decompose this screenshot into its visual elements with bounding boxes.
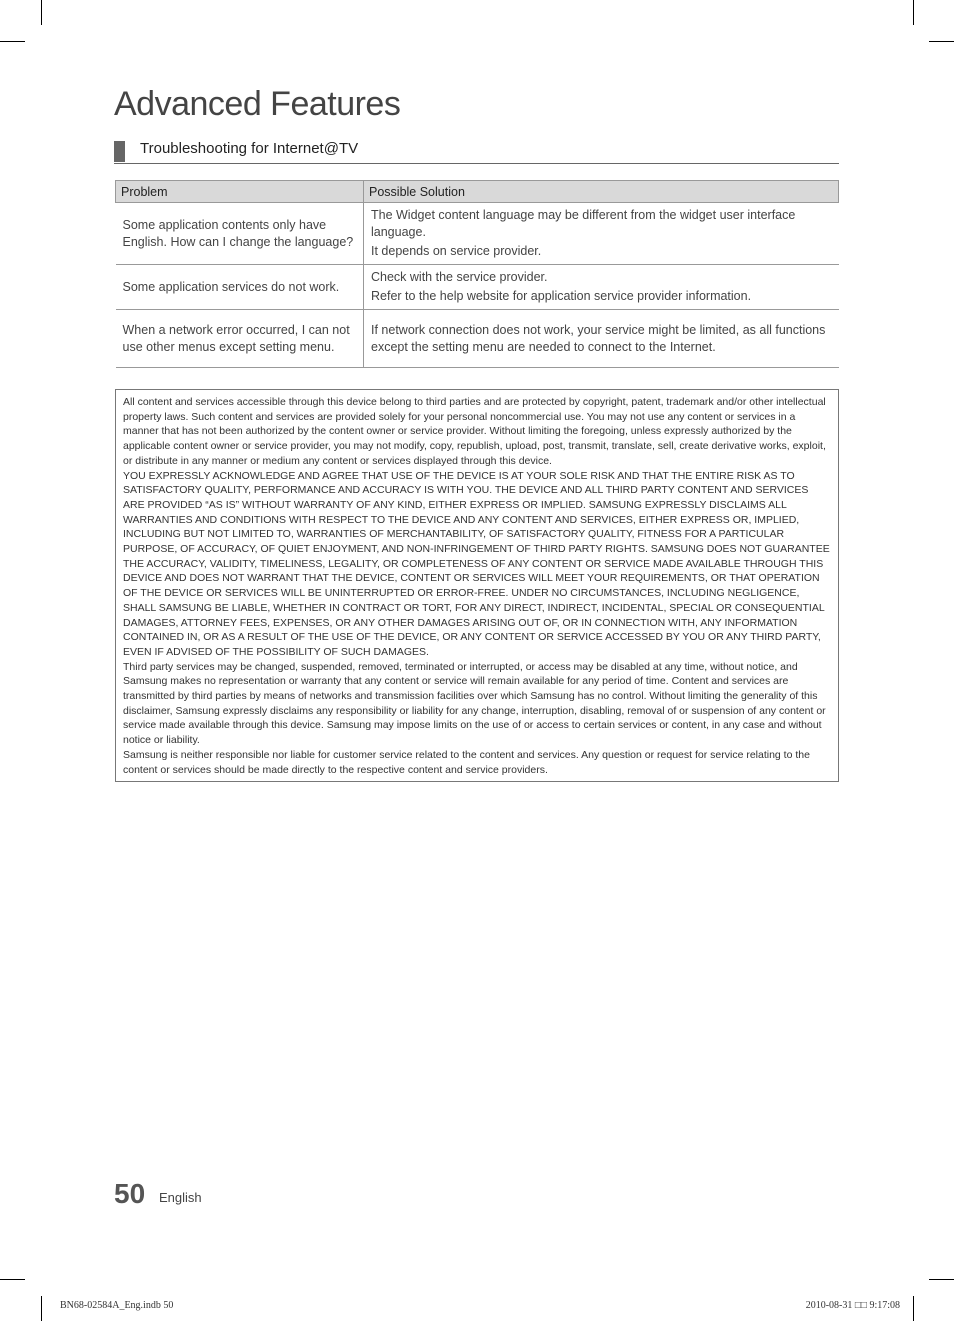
troubleshooting-table — [115, 180, 839, 368]
section-title: Troubleshooting for Internet@TV — [140, 140, 359, 157]
solution-cell — [364, 265, 839, 310]
crop-mark — [913, 1296, 914, 1321]
table-header-row — [116, 181, 839, 203]
crop-mark — [0, 41, 25, 42]
solution-line: Refer to the help website for application service provider information. — [371, 289, 752, 303]
page-title: Advanced Features — [114, 85, 401, 123]
solution-line: It depends on service provider. — [371, 244, 542, 258]
crop-mark — [929, 41, 954, 42]
disclaimer-paragraph: YOU EXPRESSLY ACKNOWLEDGE AND AGREE THAT USE OF THE DEVICE IS AT YOUR SOLE RISK AND THAT THE ENTIRE RISK AS TO SATISFACTORY QUALITY, PERFORMANCE AND ACCURACY IS WITH YOU. THE DEVICE AND ALL THIRD PARTY CONTENT AND SERVICES ARE PROVIDED “AS IS” WITHOUT WARRANTY OF ANY KIND, EITHER EXPRESS OR IMPLIED. SAMSUNG EXPRESSLY DISCLAIMS ALL WARRANTIES AND CONDITIONS WITH RESPECT TO THE DEVICE AND ANY CONTENT AND SERVICES, EITHER EXPRESS OR, IMPLIED, INCLUDING BUT NOT LIMITED TO, WARRANTIES OF MERCHANTABILITY, OF SATISFACTORY QUALITY, FITNESS FOR A PARTICULAR PURPOSE, OF ACCURACY, OF QUIET ENJOYMENT, AND NON-INFRINGEMENT OF THIRD PARTY RIGHTS. SAMSUNG DOES NOT GUARANTEE THE ACCURACY, VALIDITY, TIMELINESS, LEGALITY, OR COMPLETENESS OF ANY CONTENT OR SERVICE MADE AVAILABLE THROUGH THIS DEVICE AND DOES NOT WARRANT THAT THE DEVICE, CONTENT OR SERVICES WILL MEET YOUR REQUIREMENTS, OR THAT OPERATION OF THE DEVICE OR SERVICES WILL BE UNINTERRUPTED OR ERROR-FREE. UNDER NO CIRCUMSTANCES, INCLUDING NEGLIGENCE, SHALL SAMSUNG BE LIABLE, WHETHER IN CONTRACT OR TORT, FOR ANY DIRECT, INDIRECT, INCIDENTAL, SPECIAL OR CONSEQUENTIAL DAMAGES, ATTORNEY FEES, EXPENSES, OR ANY OTHER DAMAGES ARISING OUT OF, OR IN CONNECTION WITH, ANY INFORMATION CONTAINED IN, OR AS A RESULT OF THE USE OF THE DEVICE, OR ANY CONTENT OR SERVICE ACCESSED BY YOU OR ANY THIRD PARTY, EVEN IF ADVISED OF THE POSSIBILITY OF SUCH DAMAGES. — [123, 469, 830, 658]
section-heading — [114, 139, 839, 164]
disclaimer-paragraph: All content and services accessible through this device belong to third parties and are protected by copyright, patent, trademark and/or other intellectual property laws. Such content and services are provided solely for your personal noncommercial use. You may not use any content or services in a manner that has not been authorized by the content owner or service provider. Without limiting the foregoing, unless expressly authorized by the applicable content owner or service provider, you may not modify, copy, republish, upload, post, transmit, translate, sell, create derivative works, exploit, or distribute in any manner or medium any content or services displayed through this device. — [123, 396, 826, 467]
solution-line: Check with the service provider. — [371, 270, 548, 284]
table-row — [116, 310, 839, 368]
print-timestamp: 2010-08-31 □□ 9:17:08 — [805, 1300, 900, 1311]
page-number: 50 — [114, 1178, 146, 1209]
crop-mark — [0, 1279, 25, 1280]
problem-cell: Some application services do not work. — [116, 265, 364, 310]
table-row — [116, 203, 839, 265]
crop-mark — [913, 0, 914, 25]
column-header-solution: Possible Solution — [364, 181, 839, 203]
section-bar-icon — [114, 141, 125, 162]
print-file-info: BN68-02584A_Eng.indb 50 — [60, 1300, 174, 1311]
problem-cell: When a network error occurred, I can not use other menus except setting menu. — [116, 310, 364, 368]
column-header-problem: Problem — [116, 181, 364, 203]
problem-cell: Some application contents only have English. How can I change the language? — [116, 203, 364, 265]
solution-cell — [364, 203, 839, 265]
disclaimer-box — [115, 389, 839, 782]
crop-mark — [929, 1279, 954, 1280]
solution-line: The Widget content language may be different from the widget user interface language. — [371, 208, 796, 239]
solution-cell — [364, 310, 839, 368]
page-language: English — [159, 1190, 202, 1205]
disclaimer-paragraph: Third party services may be changed, suspended, removed, terminated or interrupted, or access may be disabled at any time, without notice, and Samsung makes no representation or warranty that any content or service will remain available for any period of time. Content and services are transmitted by third parties by means of networks and transmission facilities over which Samsung has no control. Without limiting the generality of this disclaimer, Samsung expressly disclaims any responsibility or liability for any change, interruption, disabling, removal of or suspension of any content or service made available through this device. Samsung may impose limits on the use of or access to certain services or content, in any case and without notice or liability. — [123, 660, 826, 747]
solution-line: If network connection does not work, your service might be limited, as all functions except the setting menu are needed to connect to the Internet. — [371, 322, 826, 354]
crop-mark — [41, 0, 42, 25]
table-row — [116, 265, 839, 310]
crop-mark — [41, 1296, 42, 1321]
disclaimer-paragraph: Samsung is neither responsible nor liable for customer service related to the content and services. Any question or request for service relating to the content or services should be made directly to the respective content and service providers. — [123, 748, 810, 776]
